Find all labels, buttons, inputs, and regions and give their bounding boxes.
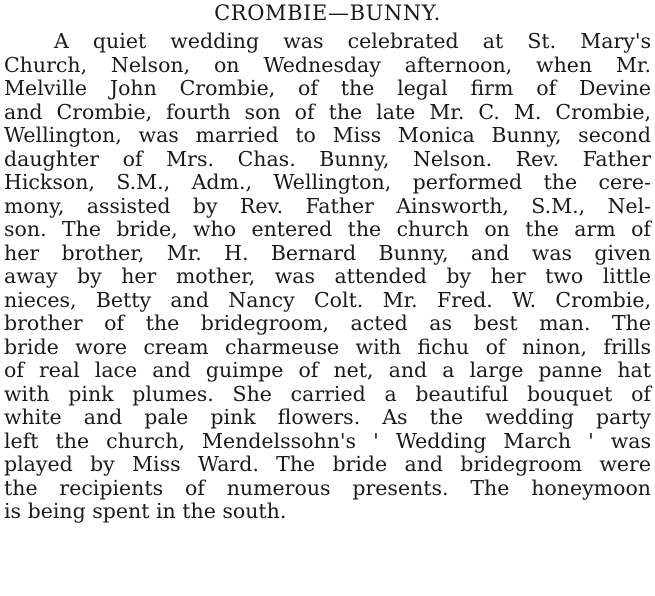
article-line: Hickson, S.M., Adm., Wellington, performed the cere-: [4, 170, 651, 194]
article-line: away by her mother, was attended by her two little: [4, 264, 651, 288]
article-headline: CROMBIE—BUNNY.: [214, 1, 441, 25]
article-line: left the church, Mendelssohn's ' Wedding March ' was: [4, 428, 651, 453]
article-line: of real lace and guimpe of net, and a large panne hat: [4, 358, 651, 382]
article-line: with pink plumes. She carried a beautiful bouquet of: [4, 381, 651, 406]
article-line: son. The bride, who entered the church on the arm of: [4, 217, 651, 241]
article-line: daughter of Mrs. Chas. Bunny, Nelson. Rev. Father: [4, 146, 651, 171]
article-line: A quiet wedding was celebrated at St. Mary's: [54, 29, 651, 53]
article-line: nieces, Betty and Nancy Colt. Mr. Fred. W. Crombie,: [4, 287, 651, 312]
article-body: [0, 30, 655, 524]
article-line: and Crombie, fourth son of the late Mr. C. M. Crombie,: [4, 99, 651, 124]
article-line: Wellington, was married to Miss Monica Bunny, second: [4, 123, 651, 147]
article-line: mony, assisted by Rev. Father Ainsworth, S.M., Nel-: [4, 193, 651, 218]
article-line: is being spent in the south.: [4, 499, 287, 523]
article-line: played by Miss Ward. The bride and bridegroom were: [4, 452, 651, 476]
article-line: Melville John Crombie, of the legal firm of Devine: [4, 76, 651, 100]
article-line: white and pale pink flowers. As the wedding party: [4, 405, 651, 429]
article-line: the recipients of numerous presents. The honeymoon: [4, 475, 651, 500]
article-line: brother of the bridegroom, acted as best man. The: [4, 311, 651, 335]
article-line: her brother, Mr. H. Bernard Bunny, and was given: [4, 240, 651, 265]
article-line: Church, Nelson, on Wednesday afternoon, when Mr.: [4, 52, 651, 77]
article-line: bride wore cream charmeuse with fichu of ninon, frills: [4, 334, 651, 359]
